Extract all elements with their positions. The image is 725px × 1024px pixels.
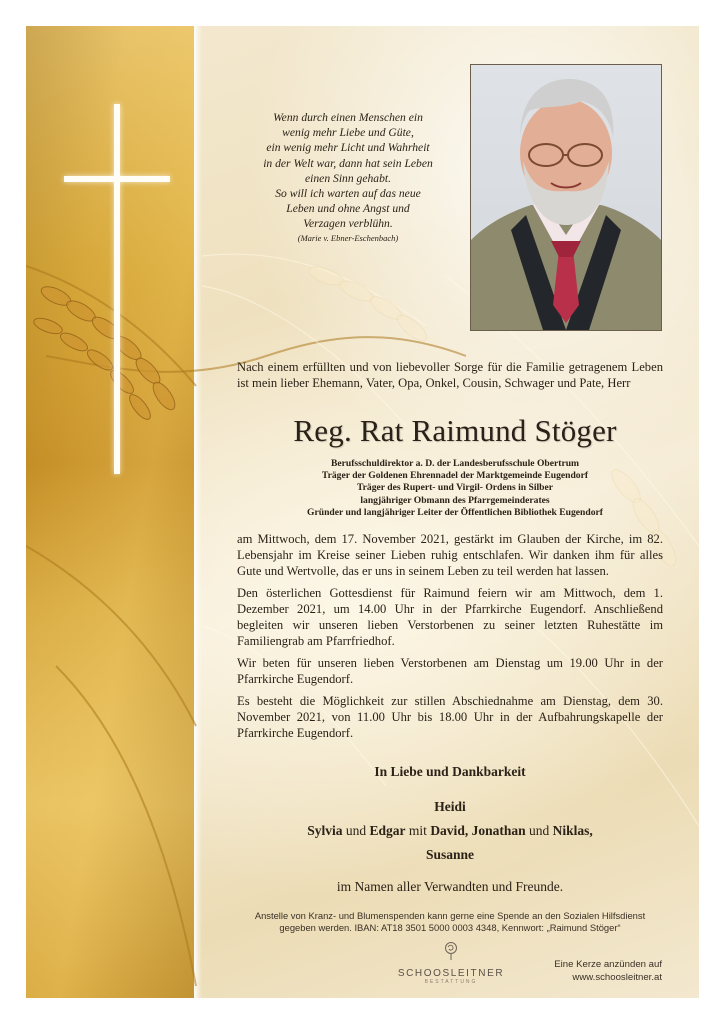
poem: [238, 110, 458, 244]
poem-line: Wenn durch einen Menschen ein: [273, 111, 423, 124]
honor-line: Gründer und langjähriger Leiter der Öffentlichen Bibliothek Eugendorf: [307, 506, 603, 518]
donation-line: Anstelle von Kranz- und Blumenspenden kann gerne eine Spende an den Sozialen Hilfsdienst: [254, 910, 646, 921]
funeral-home-logo: [386, 941, 516, 985]
announcement-body: [237, 531, 663, 747]
body-paragraph: Den österlichen Gottesdienst für Raimund feiern wir am Mittwoch, dem 1. Dezember 2021, um 14.00 Uhr in der Pfarrkirche Eugendorf. Anschließend begleiten wir unseren lieben Verstorbenen zu seiner letzten Ruhestätte im Familiengrab am Pfarrfriedhof.: [237, 586, 663, 648]
candle-link[interactable]: [526, 958, 662, 984]
closing-dank: In Liebe und Dankbarkeit: [374, 764, 526, 779]
logo-subtitle: BESTATTUNG: [424, 979, 478, 985]
poem-line: einen Sinn gehabt.: [305, 171, 391, 185]
mourner-name: Edgar: [369, 823, 406, 838]
honor-line: Berufsschuldirektor a. D. der Landesberufsschule Obertrum: [330, 458, 580, 469]
poem-line: Leben und ohne Angst und: [286, 202, 410, 216]
logo-name: SCHOOSLEITNER: [397, 968, 505, 979]
poem-line: in der Welt war, dann hat sein Leben: [263, 156, 433, 170]
candle-text: Eine Kerze anzünden auf: [554, 959, 662, 970]
mourner-name: Niklas,: [552, 823, 593, 838]
body-paragraph: Es besteht die Möglichkeit zur stillen Abschiednahme am Dienstag, dem 30. November 2021, von 11.00 Uhr bis 18.00 Uhr in der Aufbahrungskapelle der Pfarrkirche Eugendorf.: [237, 694, 663, 740]
connector-text: und: [342, 823, 370, 838]
honor-line: langjähriger Obmann des Pfarrgemeinderates: [360, 494, 550, 506]
mourner-heidi: Heidi: [434, 799, 466, 814]
poem-line: Verzagen verblühn.: [303, 217, 393, 231]
body-paragraph: am Mittwoch, dem 17. November 2021, gestärkt im Glauben der Kirche, im 82. Lebensjahr im Kreise seiner Lieben ruhig entschlafen. Wir danken ihm für alles Gute und Wertvolle, das er uns in seinem Leben zu teil werden hat lassen.: [237, 532, 663, 578]
connector-text: und: [525, 823, 553, 838]
mourner-name: David, Jonathan: [430, 823, 526, 838]
honor-line: Träger der Goldenen Ehrennadel der Marktgemeinde Eugendorf: [321, 470, 589, 482]
donation-line: gegeben werden. IBAN: AT18 3501 5000 0003 4348, Kennwort: „Raimund Stöger“: [279, 922, 621, 933]
poem-line: So will ich warten auf das neue: [275, 187, 421, 201]
closing-relatives: im Namen aller Verwandten und Freunde.: [336, 879, 564, 894]
portrait-illustration: [471, 65, 661, 330]
obituary-card: [26, 26, 699, 998]
connector-text: mit: [405, 823, 431, 838]
cross-icon: [114, 104, 120, 474]
poem-line: ein wenig mehr Licht und Wahrheit: [266, 141, 430, 155]
honor-line: Träger des Rupert- und Virgil- Ordens in Silber: [356, 482, 554, 494]
poem-line: wenig mehr Liebe und Güte,: [282, 126, 414, 140]
intro-text: Nach einem erfüllten und von liebevoller Sorge für die Familie getragenem Leben ist mein lieber Ehemann, Vater, Opa, Onkel, Cousin, Schwager und Pate, Herr: [237, 360, 663, 390]
honors-list: [237, 458, 673, 519]
mourner-name: Sylvia: [307, 823, 343, 838]
deceased-name: Reg. Rat Raimund Stöger: [293, 413, 617, 448]
portrait-photo: [470, 64, 662, 331]
donation-note: [237, 910, 663, 934]
mourner-susanne: Susanne: [425, 847, 475, 862]
rose-icon: [442, 941, 460, 961]
body-paragraph: Wir beten für unseren lieben Verstorbenen am Dienstag um 19.00 Uhr in der Pfarrkirche Eugendorf.: [237, 656, 663, 686]
cross-icon-bar: [64, 176, 170, 182]
candle-url[interactable]: www.schoosleitner.at: [572, 972, 662, 983]
mourner-family: [237, 822, 663, 840]
poem-author: (Marie v. Ebner-Eschenbach): [297, 232, 399, 243]
